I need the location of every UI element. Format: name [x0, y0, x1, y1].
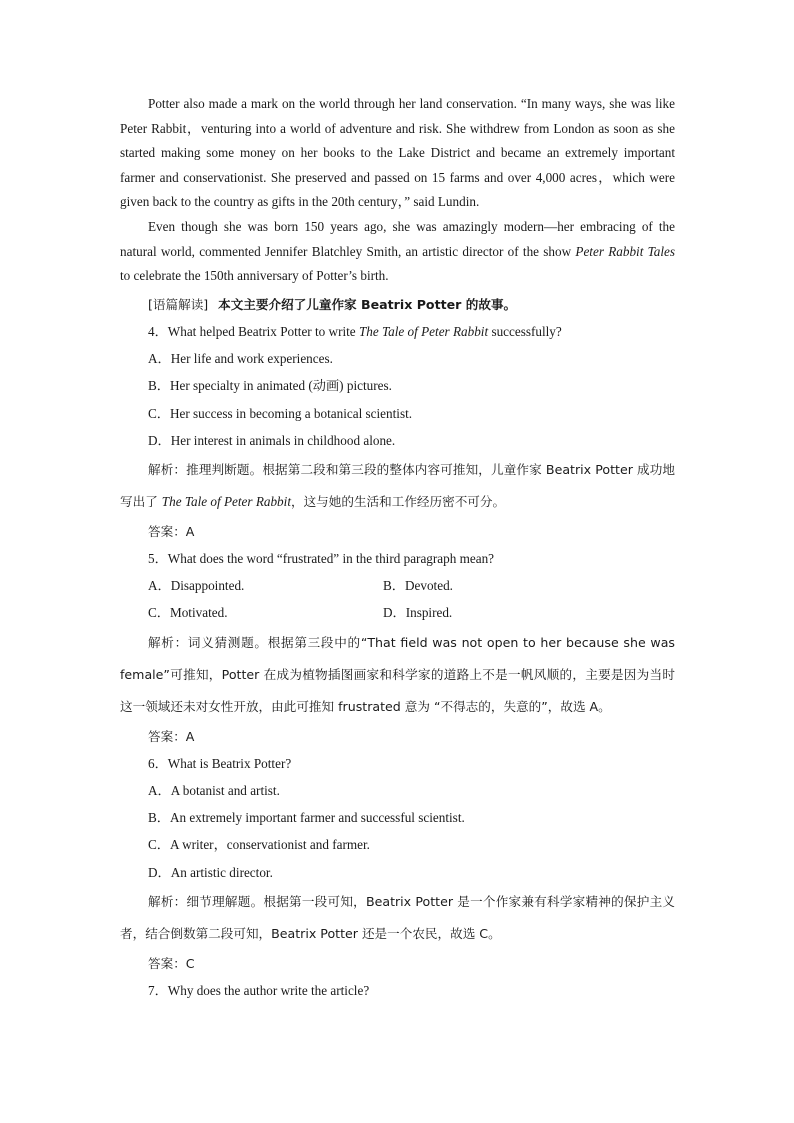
- summary: [120, 291, 675, 318]
- show-title: Peter Rabbit Tales: [575, 243, 675, 259]
- question-5-options-row-2: [120, 599, 675, 626]
- question-6-option-d: D．An artistic director.: [148, 864, 273, 880]
- question-5-option-b: B．Devoted.: [383, 578, 453, 594]
- question-5-answer-text: 答案：A: [148, 728, 195, 744]
- question-6-analysis: [120, 886, 675, 950]
- passage-paragraph-1: Potter also made a mark on the world through her land conservation. “In many ways, she was like Peter Rabbit，venturing into a world of adventure and risk. She withdrew from London as soon as she started making some money on her books to the Lake District and became an extremely important farmer and conservationist. She preserved and passed on 15 farms and over 4,000 acres，which were given back to the country as gifts in the 20th century，” said Lundin.: [120, 96, 675, 210]
- question-5-options-row-1: [120, 572, 675, 599]
- question-4-option-c: C．Her success in becoming a botanical scientist.: [148, 405, 413, 421]
- question-6-answer: [120, 950, 675, 977]
- question-4-stem-end: successfully?: [488, 323, 562, 339]
- question-5-answer: [120, 723, 675, 750]
- question-4-option-d: D．Her interest in animals in childhood alone.: [148, 432, 396, 448]
- question-4-answer: [120, 518, 675, 545]
- question-5-option-d: D．Inspired.: [383, 605, 453, 621]
- question-4-option-a: A．Her life and work experiences.: [148, 351, 333, 367]
- question-4-stem-start: 4．What helped Beatrix Potter to write: [148, 323, 359, 339]
- passage-paragraph-2: [120, 215, 675, 289]
- question-5-stem: 5．What does the word “frustrated” in the third paragraph mean?: [148, 551, 495, 567]
- question-6-stem: 6．What is Beatrix Potter?: [148, 755, 292, 771]
- passage-paragraph-2-start: Even though she was born 150 years ago, she was amazingly modern—her embracing of the natural world, commented Jennifer Blatchley Smith, an artistic director of the show: [120, 218, 675, 259]
- question-4-analysis-book-title: The Tale of Peter Rabbit: [161, 493, 291, 509]
- summary-tag: [语篇解读]: [148, 296, 209, 312]
- summary-text: 本文主要介绍了儿童作家 Beatrix Potter 的故事。: [218, 296, 517, 312]
- question-6-answer-text: 答案：C: [148, 955, 195, 971]
- question-7-stem: 7．Why does the author write the article?: [148, 982, 370, 998]
- question-4-analysis-start: 解析：推理判断题。根据第二段和第三段的整体内容可推知，儿童作家 Beatrix Potter 成功地写出了: [120, 461, 675, 509]
- passage-paragraph-2-end: to celebrate the 150th anniversary of Potter’s birth.: [120, 268, 389, 284]
- question-4-analysis: [120, 454, 675, 518]
- question-6-analysis-text: 解析：细节理解题。根据第一段可知，Beatrix Potter 是一个作家兼有科学家精神的保护主义者，结合倒数第二段可知，Beatrix Potter 还是一个农民，故选 C。: [120, 893, 675, 941]
- question-5-option-c: C．Motivated.: [148, 605, 228, 621]
- question-4-analysis-end: ，这与她的生活和工作经历密不可分。: [290, 493, 506, 509]
- question-4-option-b: B．Her specialty in animated (动画) pictures.: [148, 378, 392, 394]
- question-6-option-b: B．An extremely important farmer and successful scientist.: [148, 810, 465, 826]
- question-6-option-c: C．A writer，conservationist and farmer.: [148, 837, 370, 853]
- question-5-analysis: [120, 627, 675, 723]
- question-5-option-a: A．Disappointed.: [148, 578, 245, 594]
- question-5-analysis-text: 解析：词义猜测题。根据第三段中的“That field was not open to her because she was female”可推知，Potter 在成为植物插图画家和科学家的道路上不是一帆风顺的，主要是因为当时这一领域还未对女性开放，由此可推知 frustrated 意为 “不得志的，失意的”，故选 A。: [120, 634, 675, 714]
- question-6-option-a: A．A botanist and artist.: [148, 783, 280, 798]
- question-4-stem: [120, 318, 675, 345]
- document-page: [120, 92, 675, 1004]
- question-4-book-title: The Tale of Peter Rabbit: [358, 323, 489, 339]
- question-4-answer-text: 答案：A: [148, 523, 195, 539]
